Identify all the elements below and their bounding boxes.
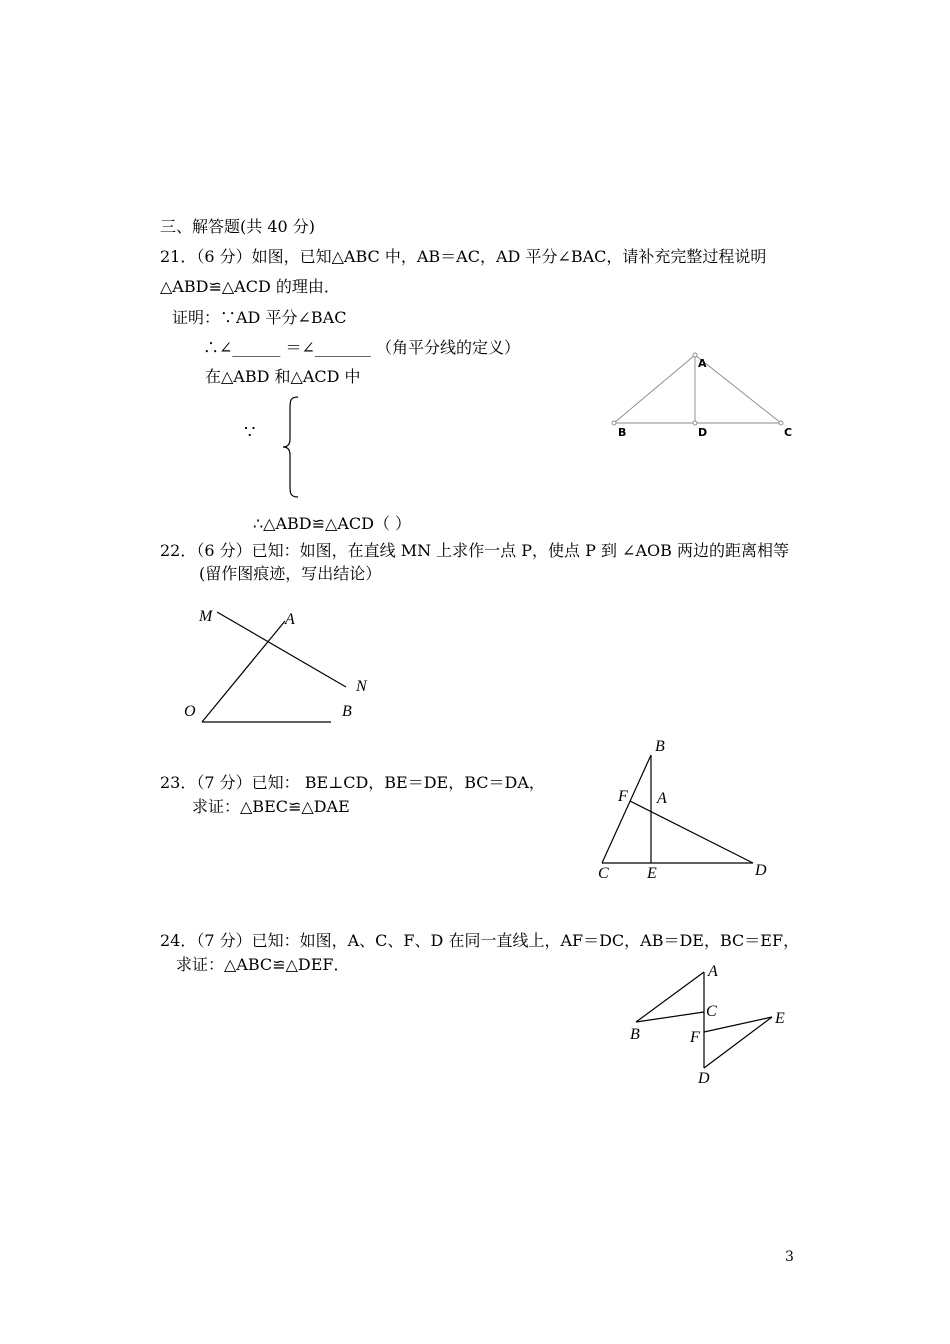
q23-line1: 23．（7 分）已知： BE⊥CD，BE＝DE，BC＝DA，: [160, 773, 545, 792]
q22-label-b: B: [342, 703, 352, 720]
q21-proof-line: 证明：∵AD 平分∠BAC: [172, 308, 347, 327]
q23-label-a: A: [657, 790, 667, 807]
q21-label-c: C: [784, 426, 793, 439]
q23-line2: 求证：△BEC≌△DAE: [192, 797, 350, 816]
q23-label-e: E: [647, 865, 657, 882]
q22-label-n: N: [356, 678, 367, 695]
q21-conclusion: ∴△ABD≌△ACD（ ）: [253, 514, 412, 533]
q22-label-o: O: [184, 703, 196, 720]
q21-label-a: A: [698, 357, 707, 370]
q22-label-m: M: [199, 608, 213, 625]
q24-line1: 24．（7 分）已知：如图，A、C、F、D 在同一直线上，AF＝DC，AB＝DE，BC＝EF，: [160, 931, 800, 950]
q23-label-d: D: [755, 862, 767, 879]
q21-therefore-line: ∴∠______ ＝∠_______ （角平分线的定义）: [203, 338, 520, 357]
q24-label-d: D: [698, 1070, 710, 1087]
q23-label-f: F: [618, 788, 628, 805]
q24-label-a: A: [708, 963, 718, 980]
q21-left-brace: [282, 395, 304, 499]
q24-label-f: F: [690, 1029, 700, 1046]
q22-line2: (留作图痕迹，写出结论）: [199, 564, 382, 583]
q22-line1: 22．（6 分）已知：如图，在直线 MN 上求作一点 P，使点 P 到 ∠AOB 两边的距离相等: [160, 541, 789, 560]
q24-label-e: E: [775, 1010, 785, 1027]
q21-because-symbol: ∵: [244, 422, 256, 443]
q21-label-b: B: [618, 426, 627, 439]
q24-figure: [620, 960, 800, 1090]
section-heading: 三、解答题(共 40 分): [160, 217, 316, 236]
q24-label-c: C: [706, 1003, 717, 1020]
q21-label-d: D: [698, 426, 708, 439]
q23-label-c: C: [598, 865, 609, 882]
q23-label-b: B: [655, 738, 665, 755]
q21-line2: △ABD≌△ACD 的理由．: [160, 277, 340, 296]
q24-line2: 求证：△ABC≌△DEF．: [176, 955, 350, 974]
q22-figure: [180, 600, 380, 730]
q21-figure: [600, 345, 810, 445]
page-number: 3: [785, 1249, 794, 1265]
q22-label-a: A: [285, 611, 295, 628]
q24-label-b: B: [630, 1026, 640, 1043]
q21-line1: 21．（6 分）如图，已知△ABC 中，AB＝AC，AD 平分∠BAC，请补充完整过程说明: [160, 247, 767, 266]
q21-in-line: 在△ABD 和△ACD 中: [205, 367, 361, 386]
q23-figure: [590, 735, 780, 885]
